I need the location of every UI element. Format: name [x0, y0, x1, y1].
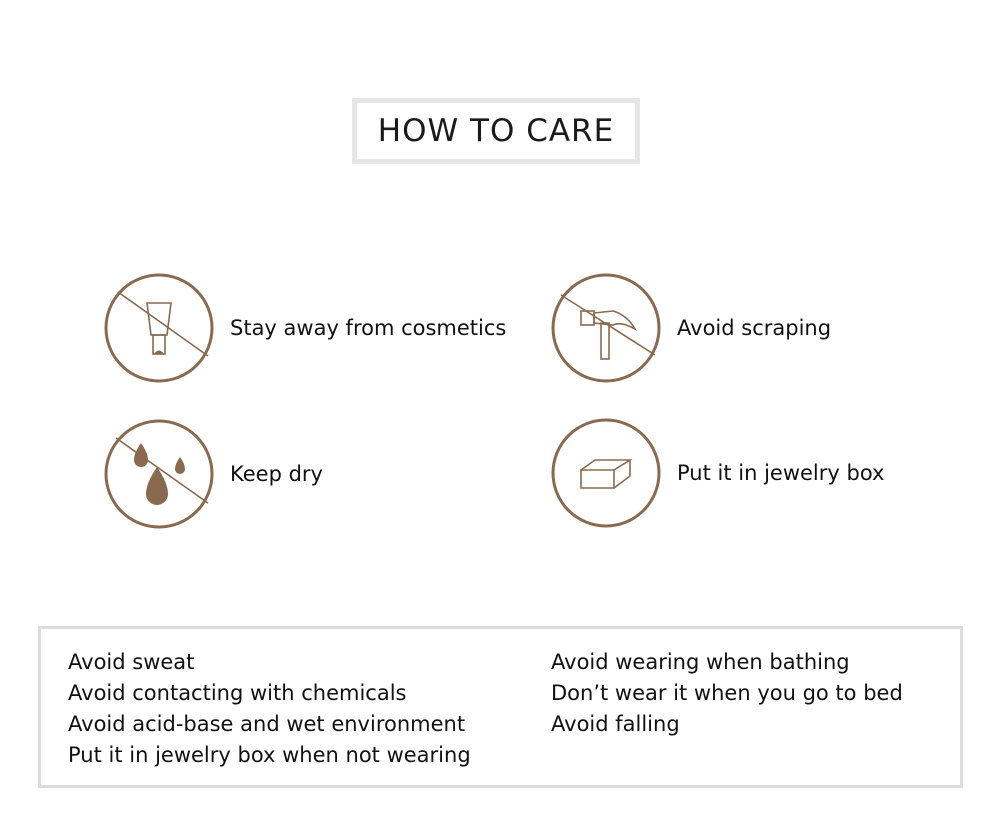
no-hammer-icon [551, 273, 661, 383]
care-item-label: Keep dry [230, 462, 323, 486]
care-notes-box [38, 626, 963, 788]
care-item-keep-dry [104, 419, 323, 529]
care-item-cosmetics [104, 273, 506, 383]
care-item-label: Stay away from cosmetics [230, 316, 507, 340]
note-item: Avoid acid-base and wet environment [68, 712, 466, 736]
page-title: HOW TO CARE [377, 113, 615, 149]
note-item: Avoid falling [551, 712, 680, 736]
no-cosmetics-icon [104, 273, 214, 383]
care-item-label: Put it in jewelry box [677, 461, 885, 485]
notes-list-left [68, 647, 471, 771]
note-item: Don’t wear it when you go to bed [551, 681, 903, 705]
care-item-jewelry-box [551, 418, 884, 528]
note-item: Avoid contacting with chemicals [68, 681, 407, 705]
note-item: Put it in jewelry box when not wearing [68, 743, 471, 767]
no-water-drops-icon [104, 419, 214, 529]
care-item-scraping [551, 273, 831, 383]
note-item: Avoid sweat [68, 650, 195, 674]
note-item: Avoid wearing when bathing [551, 650, 850, 674]
care-item-label: Avoid scraping [677, 316, 832, 340]
notes-list-right [551, 647, 903, 740]
jewelry-box-icon [551, 418, 661, 528]
title-box [352, 98, 640, 164]
